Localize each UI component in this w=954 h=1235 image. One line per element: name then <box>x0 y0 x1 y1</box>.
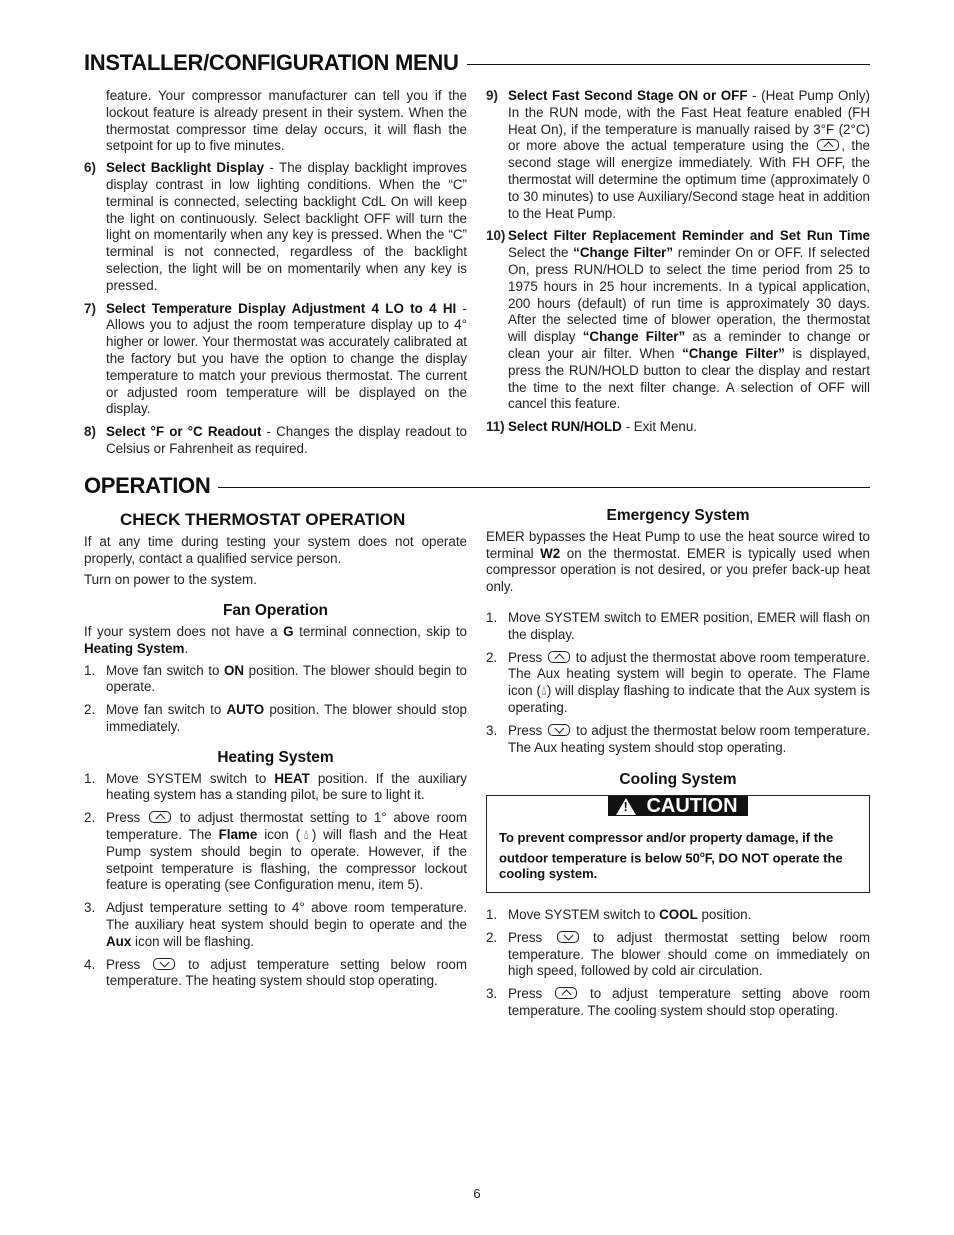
menu-item-6 <box>84 160 467 294</box>
flame-icon: 💧︎ <box>540 683 547 699</box>
operation-section-header <box>84 473 870 499</box>
item-text: - The display backlight improves display contrast in low lighting conditions. When the “C” terminal is connected, selecting backlight CdL On will keep the light on continuously. Select backlight OFF will turn the light on momentarily when any key is pressed. When the “C” terminal is not connected, regardless of the backlight selection, the light will be on momentarily when any key is pressed. <box>106 160 468 293</box>
text: icon will be flashing. <box>131 933 255 949</box>
text: CAUTION <box>646 795 738 818</box>
step-number: 2. <box>84 702 96 718</box>
item-text: reminder On or OFF. If selected On, press RUN/HOLD to select the time period from 25 to 1975 hours in 25 hour increments. In a typical application, 200 hours (default) of run time is approximately 30 days. After the selected time of blower operation, the thermostat will display <box>508 245 870 345</box>
step-number: 1. <box>486 609 498 625</box>
change-filter-label: “Change Filter” <box>682 345 785 361</box>
item-number: 7) <box>84 300 96 316</box>
text: ) will display flashing to indicate that the Aux system is operating. <box>508 683 870 715</box>
text: to adjust thermostat setting to 1° above room temperature. The <box>106 810 467 842</box>
page-number: 6 <box>473 1186 481 1201</box>
text: terminal connection, skip to <box>293 623 467 639</box>
item-number: 10) <box>486 228 506 244</box>
item-text: - (Heat Pump Only) In the RUN mode, with the Fast Heat feature enabled (FH Heat On), if the temperature is manually raised by 3°F (2°C) or more above the actual temperature using the <box>508 88 871 154</box>
heating-step-4 <box>84 957 467 991</box>
cooling-system-heading: Cooling System <box>619 771 737 789</box>
operation-right-column <box>486 508 870 1026</box>
up-arrow-button-icon <box>548 651 570 663</box>
text: F, DO NOT operate the cooling system. <box>499 849 843 882</box>
text: Move fan switch to <box>106 702 227 718</box>
text: HEAT <box>274 770 310 786</box>
title-rule <box>467 64 870 65</box>
step-number: 3. <box>486 722 498 738</box>
text: Heating System <box>84 640 185 656</box>
operation-left-column <box>84 512 467 996</box>
text: to adjust temperature setting below room temperature. The heating system should stop operating. <box>106 956 468 989</box>
text: to adjust the thermostat below room temperature. The Aux heating system should stop operating. <box>508 722 871 755</box>
check-thermostat-heading: CHECK THERMOSTAT OPERATION <box>120 510 406 529</box>
emergency-step-3 <box>486 723 870 757</box>
text: Press <box>106 810 147 826</box>
text: G <box>283 623 294 639</box>
item-text: - Allows you to adjust the room temperature display up to 4° higher or lower. Your thermostat was accurately calibrated at the factory but you have the option to change the display temperature to match your previous thermostat. The current or adjusted room temperature will be displayed on the display. <box>106 300 468 417</box>
heating-step-2 <box>84 810 467 894</box>
item-text: is displayed, press the RUN/HOLD button to clear the display and restart the time to the next filter change. A selection of OFF will cancel this feature. <box>508 345 870 412</box>
step-number: 4. <box>84 956 96 972</box>
installer-left-column <box>84 88 467 464</box>
change-filter-label: “Change Filter” <box>582 329 686 345</box>
text: position. The blower should begin to operate. <box>106 662 467 695</box>
emergency-intro <box>486 529 870 596</box>
item-text: Select the <box>508 245 574 261</box>
up-arrow-button-icon <box>817 139 839 151</box>
heating-system-heading: Heating System <box>217 748 334 766</box>
operation-title: OPERATION <box>84 473 211 498</box>
item-number: 6) <box>84 160 96 176</box>
installer-section-header <box>84 50 870 76</box>
caution-badge <box>608 796 747 816</box>
step-number: 1. <box>84 662 96 678</box>
installer-right-column <box>486 88 870 442</box>
text: position. <box>697 906 752 922</box>
text: position. If the auxiliary heating system has a standing pilot, be sure to light it. <box>106 770 467 803</box>
text: Move SYSTEM switch to <box>508 906 660 922</box>
item-label: Select Temperature Display Adjustment 4 LO to 4 HI <box>106 300 457 316</box>
heating-step-3 <box>84 900 467 950</box>
text: COOL <box>659 906 698 922</box>
item-text: , the second stage will energize immediately. With FH OFF, the thermostat will determine the optimum time (approximately 0 to 30 minutes) to use Auxiliary/Second stage heat in addition to the Heat Pump. <box>508 138 870 221</box>
step-number: 1. <box>84 770 96 786</box>
step-number: 2. <box>486 929 498 945</box>
caution-box <box>486 795 870 893</box>
power-paragraph: Turn on power to the system. <box>84 572 257 588</box>
text: to adjust temperature setting above room temperature. The cooling system should stop operating. <box>508 986 870 1018</box>
text: icon ( <box>257 826 301 842</box>
caution-text <box>499 830 857 883</box>
installer-title: INSTALLER/CONFIGURATION MENU <box>84 50 459 75</box>
item-number: 11) <box>486 419 505 435</box>
down-arrow-button-icon <box>548 724 570 736</box>
step-number: 3. <box>486 986 498 1002</box>
text: Press <box>106 956 152 972</box>
item-label: Select °F or °C Readout <box>106 424 262 440</box>
step-number: 2. <box>486 649 498 665</box>
item-label: Select Backlight Display <box>106 160 265 176</box>
text: AUTO <box>226 702 265 718</box>
text: Adjust temperature setting to 4° above room temperature. The auxiliary heat system should begin to operate and the <box>106 900 467 932</box>
item-label: Select Fast Second Stage ON or OFF <box>508 88 748 103</box>
emergency-step-2 <box>486 650 870 717</box>
fan-step-1 <box>84 663 467 697</box>
item-text: as a reminder to change or clean your air filter. When <box>508 329 870 361</box>
text: If your system does not have a <box>84 623 284 639</box>
text: . <box>184 640 189 656</box>
down-arrow-button-icon <box>557 931 579 943</box>
text: To prevent compressor and/or property damage, if the outdoor temperature is below 50 <box>499 830 834 865</box>
text: position. The blower should stop immediately. <box>106 702 467 734</box>
up-arrow-button-icon <box>149 811 171 823</box>
text: ON <box>223 662 245 678</box>
heating-step-1 <box>84 771 467 805</box>
down-arrow-button-icon <box>153 958 175 970</box>
item-number: 9) <box>486 88 498 103</box>
title-rule <box>218 487 870 488</box>
text: Press <box>508 929 555 945</box>
text: o <box>699 849 705 859</box>
text: ) will flash and the Heat Pump system should begin to operate. However, if the setpoint temperature is flashing, the compressor lockout feature is operating (see Configuration menu, item 5). <box>106 826 467 893</box>
emergency-step-1 <box>486 610 870 644</box>
text: Move SYSTEM switch to <box>106 770 275 786</box>
text: Move SYSTEM switch to EMER position, EMER will flash on the display. <box>508 609 870 642</box>
text: Move fan switch to <box>106 662 224 678</box>
menu-item-11 <box>486 419 870 436</box>
item-text: - Changes the display readout to Celsius or Fahrenheit as required. <box>106 424 467 456</box>
step-number: 1. <box>486 906 498 922</box>
text: Press <box>508 649 546 665</box>
cooling-step-1 <box>486 907 870 924</box>
menu-item-8 <box>84 424 467 458</box>
flame-icon: 💧︎ <box>300 826 312 842</box>
text: Press <box>508 722 547 738</box>
item-label: Select RUN/HOLD <box>508 419 622 435</box>
menu-item-10 <box>486 228 870 413</box>
check-paragraph: If at any time during testing your system does not operate properly, contact a qualified service person. <box>84 533 467 566</box>
item-number: 8) <box>84 424 96 440</box>
text: on the thermostat. EMER is typically used when compressor operation is not desired, or you prefer back-up heat only. <box>486 545 870 595</box>
text: Flame <box>218 826 258 842</box>
step-number: 2. <box>84 810 96 826</box>
fan-operation-heading: Fan Operation <box>222 602 329 620</box>
up-arrow-button-icon <box>555 987 577 999</box>
text: to adjust thermostat setting below room temperature. The blower should come on immediately on high speed, followed by cold air circulation. <box>508 929 870 979</box>
text: to adjust the thermostat above room temperature. The Aux heating system will begin to operate. The Flame icon ( <box>508 649 870 699</box>
text: W2 <box>540 545 561 561</box>
item-label: Select Filter Replacement Reminder and Set Run Time <box>508 228 870 244</box>
emergency-system-heading: Emergency System <box>606 507 750 524</box>
text: Press <box>508 986 554 1002</box>
item-text: - Exit Menu. <box>621 419 698 435</box>
fan-intro <box>84 624 467 658</box>
fan-step-2 <box>84 702 467 736</box>
step-number: 3. <box>84 900 96 916</box>
lockout-intro: feature. Your compressor manufacturer can tell you if the lockout feature is already present in their system. When the thermostat compressor time delay occurs, it will flash the setpoint for up to five minutes. <box>106 88 467 154</box>
menu-item-9 <box>486 88 870 222</box>
cooling-step-3 <box>486 986 870 1020</box>
text: Aux <box>106 933 132 949</box>
change-filter-label: “Change Filter” <box>573 245 674 261</box>
cooling-step-2 <box>486 930 870 980</box>
text: EMER bypasses the Heat Pump to use the heat source wired to terminal <box>486 528 870 561</box>
warning-icon <box>616 798 636 815</box>
menu-item-7 <box>84 301 467 419</box>
